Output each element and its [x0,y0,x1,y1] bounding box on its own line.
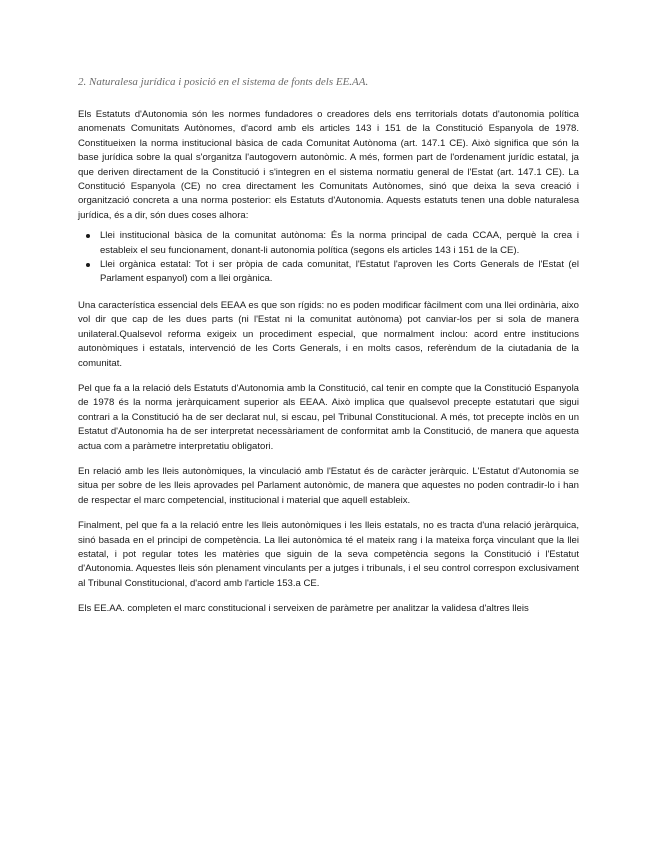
regional-laws-paragraph: En relació amb les lleis autonòmiques, la vinculació amb l'Estatut és de caràcter jeràrquic. L'Estatut d'Autonomia se situa per sobre de les lleis aprovades pel Parlament autonòmic, de manera que aquestes no poden contradir-lo i han de respectar el marc competencial, institucional i material que aquell estableix. [78,465,579,506]
state-laws-paragraph: Finalment, pel que fa a la relació entre les lleis autonòmiques i les lleis estatals, no es tracta d'una relació jeràrquica, sinó basada en el principi de competència. La llei autonòmica té el mateix rang i la mateixa força vinculant que la llei estatal, i pot regular totes les matèries que siguin de la seva competència segons la Constitució i l'Estatut d'Autonomia. Aquestes lleis són plenament vinculants per a jutges i tribunals, i el seu control correspon exclusivament al Tribunal Constitucional, d'acord amb l'article 153.a CE. [78,520,579,589]
bullet-icon [86,263,90,267]
intro-paragraph: Els Estatuts d'Autonomia són les normes fundadores o creadores dels ens territorials dotats d'autonomia política anomenats Comunitats Autònomes, d'acord amb els articles 143 i 151 de la Constitució Espanyola de 1978. Constitueixen la norma institucional bàsica de cada Comunitat Autònoma (art. 147.1 CE). Això significa que són la base jurídica sobre la qual s'organitza l'autogovern autonòmic. A més, formen part de l'ordenament jurídic estatal, ja que deriven directament de la Constitució i s'integren en el sistema normatiu general de l'Estat (art. 147.1 CE). La Constitució Espanyola (CE) no crea directament les Comunitats Autònomes, sinó que deixa la seva creació i organització concreta a una norma posterior: els Estatuts d'Autonomia. Aquests estatuts tenen una doble naturalesa jurídica, és a dir, són dues coses alhora: [78,109,579,221]
list-item [100,229,579,258]
list-item-text: Llei orgànica estatal: Tot i ser pròpia de cada comunitat, l'Estatut l'aproven les Corts Generals de l'Estat (el Parlament espanyol) com a llei orgànica. [100,259,579,285]
constitution-relation-paragraph: Pel que fa a la relació dels Estatuts d'Autonomia amb la Constitució, cal tenir en compte que la Constitució Espanyola de 1978 és la norma jeràrquicament superior als EEAA. Això implica que qualsevol precepte estatutari que sigui contrari a la Constitució ha de ser declarat nul, si escau, pel Tribunal Constitucional. A més, tot precepte inclòs en un Estatut d'Autonomia ha de ser interpretat necessàriament de conformitat amb la Constitució, de manera que aquesta actua com a paràmetre interpretatiu obligatori. [78,382,579,452]
rigidity-paragraph: Una característica essencial dels EEAA es que son rígids: no es poden modificar fàcilment com una llei ordinària, aixo vol dir que cap de les dues parts (ni l'Estat ni la comunitat autònoma) pot canviar-los per si sola de manera unilateral.Qualsevol reforma exigeix un procediment especial, que normalment inclou: acord entre institucions autonòmiques i estatals, intervenció de les Corts Generals, i en molts casos, referèndum de la ciutadania de la comunitat. [78,299,579,369]
list-item [100,258,579,287]
closing-paragraph: Els EE.AA. completen el marc constitucional i serveixen de paràmetre per analitzar la validesa d'altres lleis [78,603,529,615]
nature-list [78,229,579,287]
bullet-icon [86,234,90,238]
section-heading: 2. Naturalesa jurídica i posició en el sistema de fonts dels EE.AA. [78,76,369,88]
list-item-text: Llei institucional bàsica de la comunitat autònoma: És la norma principal de cada CCAA, perquè la crea i estableix el seu funcionament, donant-li autonomia política (segons els articles 143 i 151 de la CE). [100,230,579,256]
